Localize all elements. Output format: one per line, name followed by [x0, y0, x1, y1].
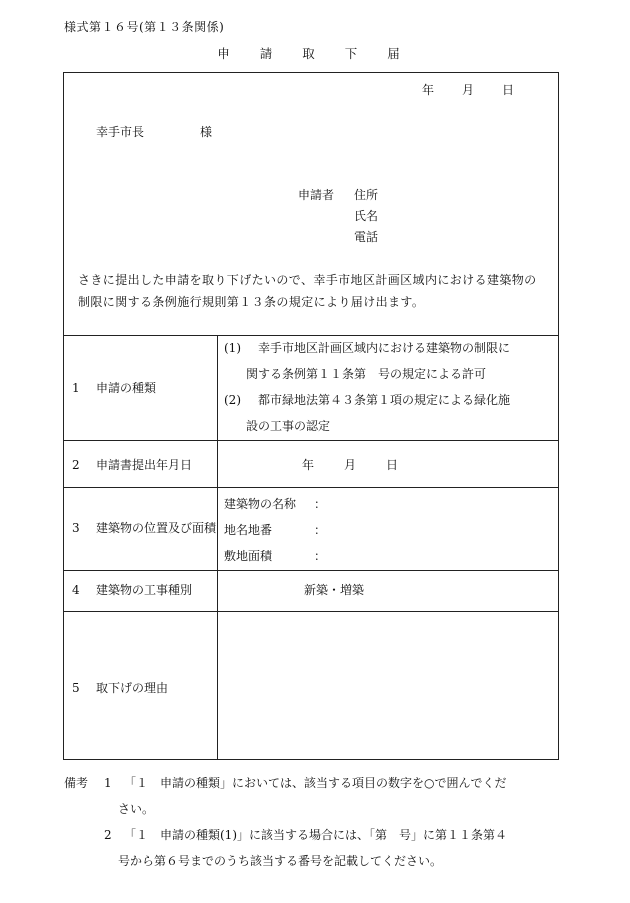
row-divider-1: [64, 440, 558, 441]
option-1-mark: (1): [224, 341, 241, 355]
date-month-label: 月: [461, 83, 474, 97]
date-year-label: 年: [421, 83, 434, 97]
applicant-address-label: 住所: [354, 188, 379, 202]
addressee-name: 幸手市長: [96, 125, 145, 139]
submission-month-label: 月: [344, 458, 357, 472]
row3-title: 建築物の位置及び面積: [96, 521, 217, 535]
applicant-label: 申請者: [298, 188, 335, 202]
option-2-line2: 設の工事の認定: [246, 419, 331, 433]
note-1-line2: さい。: [118, 802, 155, 816]
row1-options: [224, 335, 510, 439]
date-day-label: 日: [501, 83, 514, 97]
note-1-line1: 備考 1 「１ 申請の種類」においては、該当する項目の数字を○で囲んでくだ: [64, 770, 507, 796]
note-2-line2: 号から第６号までのうち該当する番号を記載してください。: [118, 854, 443, 868]
form-frame: [63, 72, 559, 760]
row-divider-2: [64, 487, 558, 488]
row4-title: 建築物の工事種別: [96, 583, 193, 597]
row4-label: [72, 581, 192, 598]
notes: [64, 770, 507, 874]
submission-year-label: 年: [302, 458, 315, 472]
row2-title: 申請書提出年月日: [96, 458, 193, 472]
row3-label: [72, 519, 216, 536]
construction-type-value[interactable]: 新築・増築: [304, 583, 365, 597]
applicant-block: [298, 185, 378, 248]
note-2-number: 2: [104, 828, 112, 842]
lot-number-field[interactable]: 地名地番 ：: [224, 523, 327, 537]
submission-day-label: 日: [386, 458, 399, 472]
option-1-line2: 関する条例第１１条第 号の規定による許可: [246, 367, 487, 381]
row1-number: 1: [72, 381, 80, 395]
building-name-field[interactable]: 建築物の名称 ：: [224, 497, 327, 511]
addressee-honorific: 様: [200, 125, 213, 139]
row4-number: 4: [72, 583, 80, 597]
notes-heading: 備考: [64, 776, 89, 790]
column-divider: [217, 335, 218, 759]
row-divider-3: [64, 570, 558, 571]
form-number: 様式第１６号(第１３条関係): [64, 20, 225, 34]
applicant-name-label: 氏名: [354, 209, 379, 223]
option-1-line1[interactable]: (1) 幸手市地区計画区域内における建築物の制限に: [224, 335, 510, 361]
option-2-line1[interactable]: (2) 都市緑地法第４３条第１項の規定による緑化施: [224, 387, 510, 413]
withdrawal-reason-field[interactable]: [224, 621, 550, 751]
row2-number: 2: [72, 458, 80, 472]
row3-number: 3: [72, 521, 80, 535]
row-divider-4: [64, 611, 558, 612]
note-2-line1: 2 「１ 申請の種類(1)」に該当する場合には、「第 号」に第１１条第４: [64, 822, 507, 848]
row5-number: 5: [72, 681, 80, 695]
form-title: 申 請 取 下 届: [217, 46, 413, 61]
option-2-mark: (2): [224, 393, 241, 407]
statement-text: さきに提出した申請を取り下げたいので、幸手市地区計画区域内における建築物の制限に関する条例施行規則第１３条の規定により届け出ます。: [78, 273, 537, 309]
applicant-phone-label: 電話: [354, 230, 379, 244]
site-area-field[interactable]: 敷地面積 ：: [224, 549, 327, 563]
row1-title: 申請の種類: [96, 381, 157, 395]
note-1-number: 1: [104, 776, 112, 790]
row2-label: [72, 456, 192, 473]
row1-label: [72, 379, 156, 396]
row3-fields: [224, 491, 326, 569]
row5-title: 取下げの理由: [96, 681, 169, 695]
date-header: [422, 81, 514, 98]
row5-label: [72, 679, 168, 696]
addressee: [96, 123, 212, 140]
submission-date-field[interactable]: [302, 456, 398, 473]
